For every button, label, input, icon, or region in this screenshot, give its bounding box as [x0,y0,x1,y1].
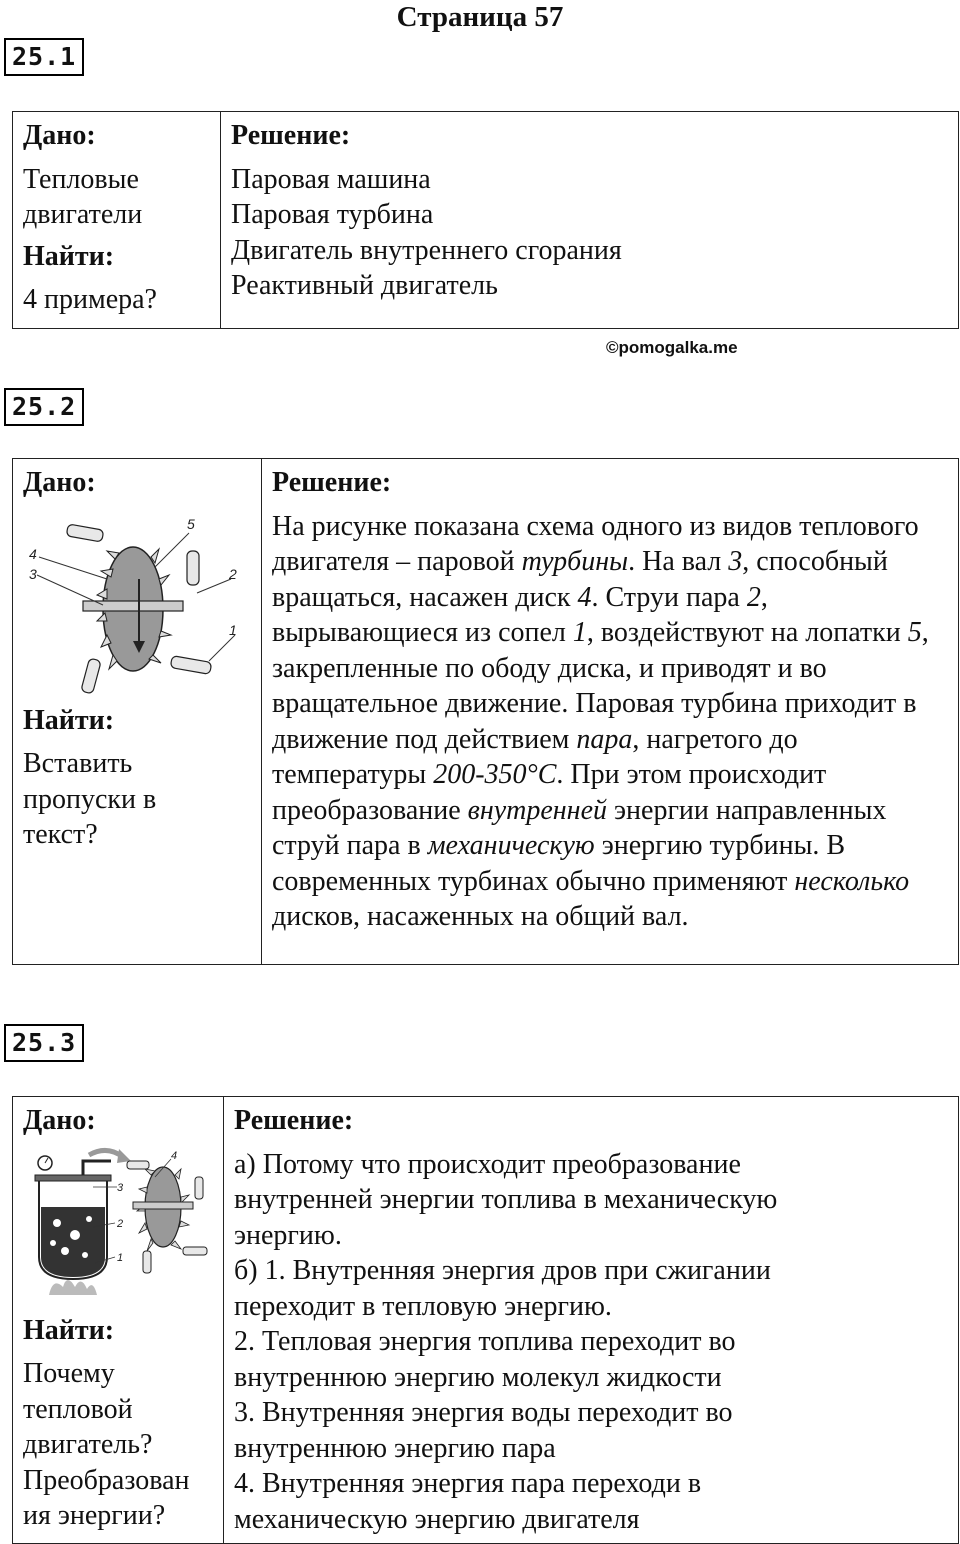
find-line: двигатель? [23,1429,153,1460]
solution-cell [262,459,959,965]
given-line: двигатели [23,199,143,230]
find-label: Найти: [23,1314,115,1346]
solution-line: механическую энергию двигателя [234,1503,640,1535]
find-line: ия энергии? [23,1500,166,1531]
task-table-25-1 [12,111,959,329]
figure-label: 1 [229,621,237,638]
task-table-25-3 [12,1096,959,1544]
find-label: Найти: [23,704,115,736]
find-line: Вставить [23,748,133,779]
solution-label: Решение: [272,467,392,498]
figure-label: 3 [29,565,37,582]
solution-line: а) Потому что происходит преобразование [234,1148,741,1180]
steam-turbine-figure [23,509,243,699]
figure-label: 3 [117,1181,124,1194]
given-cell [13,1097,224,1544]
find-label: Найти: [23,240,115,272]
solution-line: внутренней энергии топлива в механическую [234,1184,778,1215]
find-line: Преобразован [23,1464,190,1496]
find-line: тепловой [23,1393,133,1425]
figure-label: 2 [117,1217,124,1230]
solution-label: Решение: [231,120,351,151]
solution-line: Паровая турбина [231,199,434,230]
figure-label: 1 [117,1251,124,1264]
figure-label: 4 [171,1149,178,1162]
solution-line: Паровая машина [231,163,431,195]
solution-cell [224,1097,959,1544]
solution-line: 2. Тепловая энергия топлива переходит во [234,1326,736,1357]
solution-label: Решение: [234,1105,354,1136]
solution-paragraph: На рисунке показана схема одного из видов теплового двигателя – паровой турбины. На вал 3, способный вращаться, насажен диск 4. Струи пара 2, вырывающиеся из сопел 1, воздействуют на лопатки 5, закрепленные по ободу диска, и приводят и во вращательное движение. Паровая турбина приходит в движение под действием пара, нагретого до температуры 200-350°С. При этом происходит преобразование внутренней энергии направленных струй пара в механическую энергию турбины. В современных турбинах обычно применяют несколько дисков, насаженных на общий вал. [272,510,929,932]
given-line: Тепловые [23,163,139,195]
watermark: ©pomogalka.me [606,338,738,357]
figure-label: 2 [229,565,237,582]
figure-label: 4 [29,545,37,562]
solution-line: энергию. [234,1219,342,1251]
given-cell [13,459,262,965]
problem-number-25-1: 25.1 [4,38,84,76]
problem-number-25-3: 25.3 [4,1024,84,1062]
solution-line: Двигатель внутреннего сгорания [231,234,622,266]
page-title: Страница 57 [396,1,564,33]
steam-engine-figure [23,1147,213,1297]
solution-line: 3. Внутренняя энергия воды переходит во [234,1397,733,1428]
solution-line: б) 1. Внутренняя энергия дров при сжигании [234,1255,771,1286]
figure-label: 5 [187,515,195,532]
given-cell [13,112,221,329]
given-label: Дано: [23,1105,96,1136]
find-line: 4 примера? [23,284,157,315]
find-line: Почему [23,1358,115,1389]
solution-line: Реактивный двигатель [231,270,498,301]
given-label: Дано: [23,467,96,498]
given-label: Дано: [23,120,96,151]
find-line: пропуски в [23,783,157,815]
task-table-25-2 [12,458,959,965]
solution-line: 4. Внутренняя энергия пара переходи в [234,1468,702,1499]
solution-line: переходит в тепловую энергию. [234,1290,612,1322]
solution-cell [221,112,959,329]
problem-number-25-2: 25.2 [4,388,84,426]
solution-line: внутреннюю энергию пара [234,1432,556,1464]
solution-line: внутреннюю энергию молекул жидкости [234,1361,722,1393]
find-line: текст? [23,819,98,850]
